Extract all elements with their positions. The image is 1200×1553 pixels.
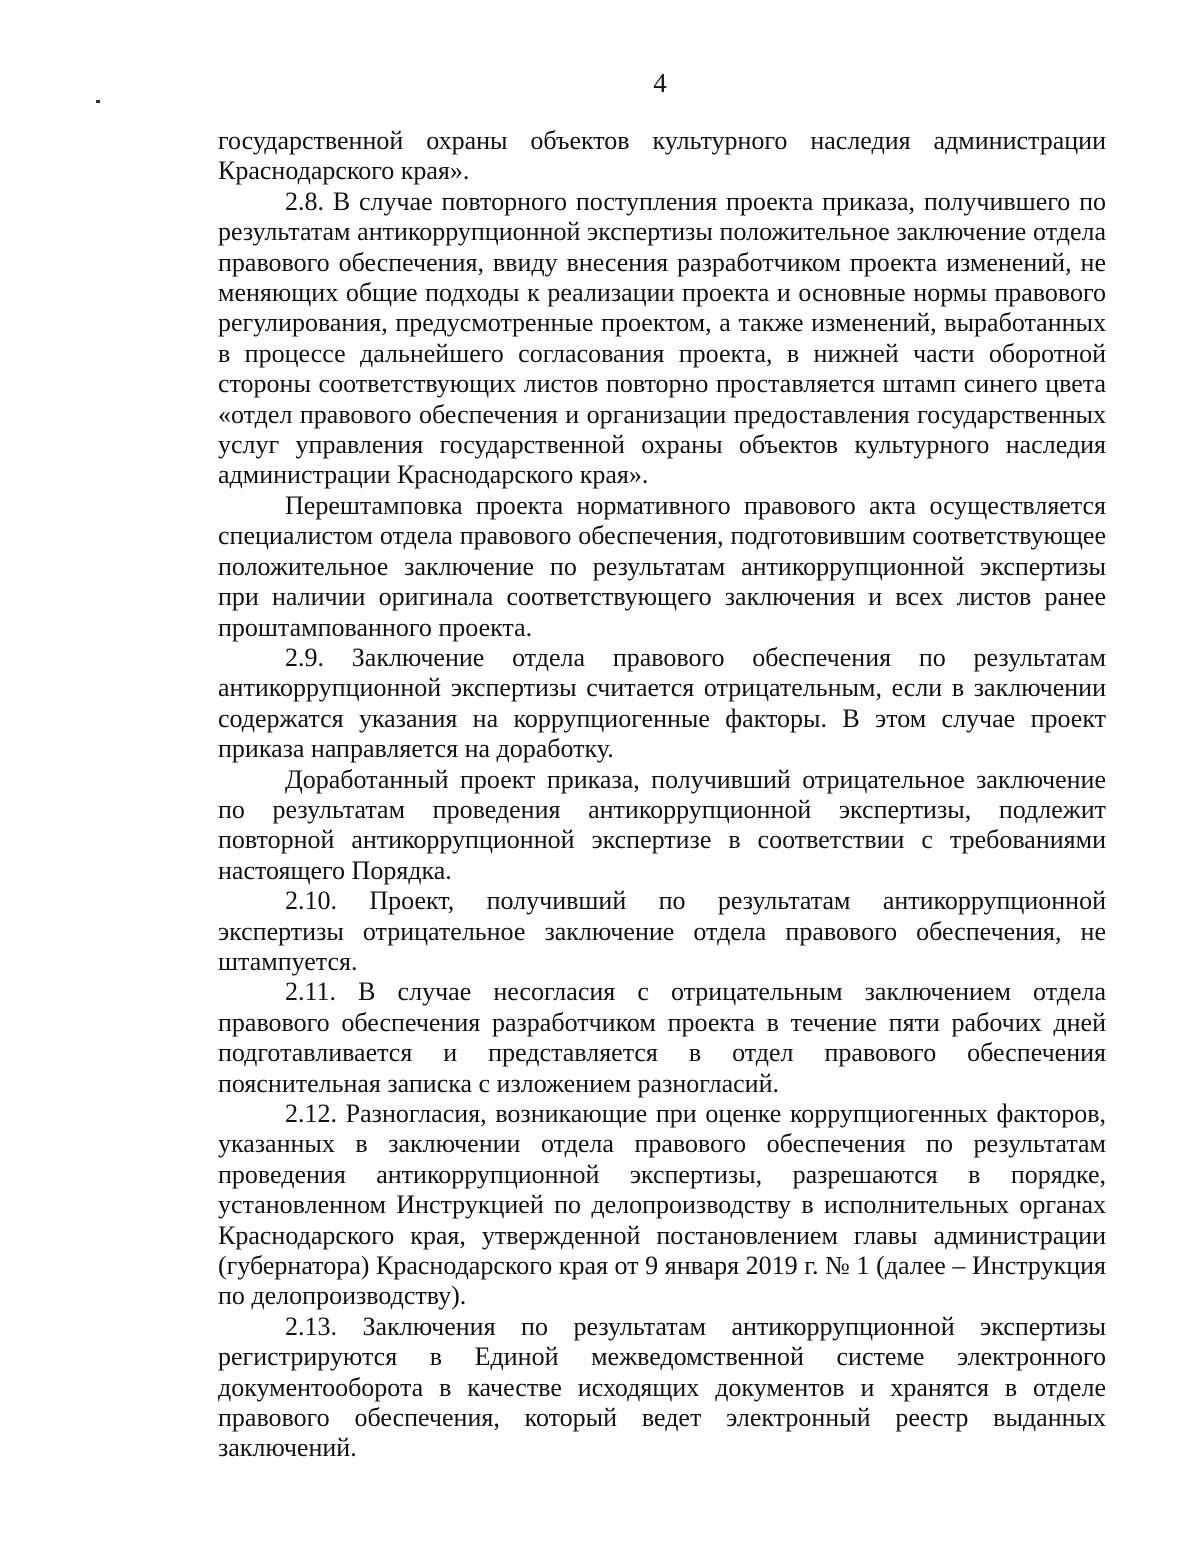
document-body xyxy=(218,126,1106,1464)
paragraph-revised-draft: Доработанный проект приказа, получивший отрицательное заключение по результатам проведения антикоррупционной экспертизы, подлежит повторной антикоррупционной экспертизе в соответствии с требованиями настоящего Порядка. xyxy=(218,764,1106,885)
paragraph-restamping: Перештамповка проекта нормативного правового акта осуществляется специалистом отдела правового обеспечения, подготовившим соответствующее положительное заключение по результатам антикоррупционной экспертизы при наличии оригинала соответствующего заключения и всех листов ранее проштампованного проекта. xyxy=(218,490,1106,642)
scan-speck xyxy=(96,100,100,103)
paragraph-2-13: 2.13. Заключения по результатам антикоррупционной экспертизы регистрируются в Единой межведомственной системе электронного документооборота в качестве исходящих документов и хранятся в отделе правового обеспечения, который ведет электронный реестр выданных заключений. xyxy=(218,1311,1106,1463)
paragraph-2-11: 2.11. В случае несогласия с отрицательным заключением отдела правового обеспечения разработчиком проекта в течение пяти рабочих дней подготавливается и представляется в отдел правового обеспечения пояснительная записка с изложением разногласий. xyxy=(218,977,1106,1098)
paragraph-continuation: государственной охраны объектов культурного наследия администрации Краснодарского края». xyxy=(218,126,1106,186)
paragraph-2-10: 2.10. Проект, получивший по результатам антикоррупционной экспертизы отрицательное заключение отдела правового обеспечения, не штампуется. xyxy=(218,886,1106,976)
page-number: 4 xyxy=(653,68,667,98)
paragraph-2-9: 2.9. Заключение отдела правового обеспечения по результатам антикоррупционной экспертизы считается отрицательным, если в заключении содержатся указания на коррупциогенные факторы. В этом случае проект приказа направляется на доработку. xyxy=(218,642,1106,764)
paragraph-2-12: 2.12. Разногласия, возникающие при оценке коррупциогенных факторов, указанных в заключении отдела правового обеспечения по результатам проведения антикоррупционной экспертизы, разрешаются в порядке, установленном Инструкцией по делопроизводству в исполнительных органах Краснодарского края, утвержденной постановлением главы администрации (губернатора) Краснодарского края от 9 января 2019 г. № 1 (далее – Инструкция по делопроизводству). xyxy=(218,1099,1106,1311)
paragraph-2-8: 2.8. В случае повторного поступления проекта приказа, получившего по результатам антикоррупционной экспертизы положительное заключение отдела правового обеспечения, ввиду внесения разработчиком проекта изменений, не меняющих общие подходы к реализации проекта и основные нормы правового регулирования, предусмотренные проектом, а также изменений, выработанных в процессе дальнейшего согласования проекта, в нижней части оборотной стороны соответствующих листов повторно проставляется штамп синего цвета «отдел правового обеспечения и организации предоставления государственных услуг управления государственной охраны объектов культурного наследия администрации Краснодарского края». xyxy=(218,186,1106,490)
